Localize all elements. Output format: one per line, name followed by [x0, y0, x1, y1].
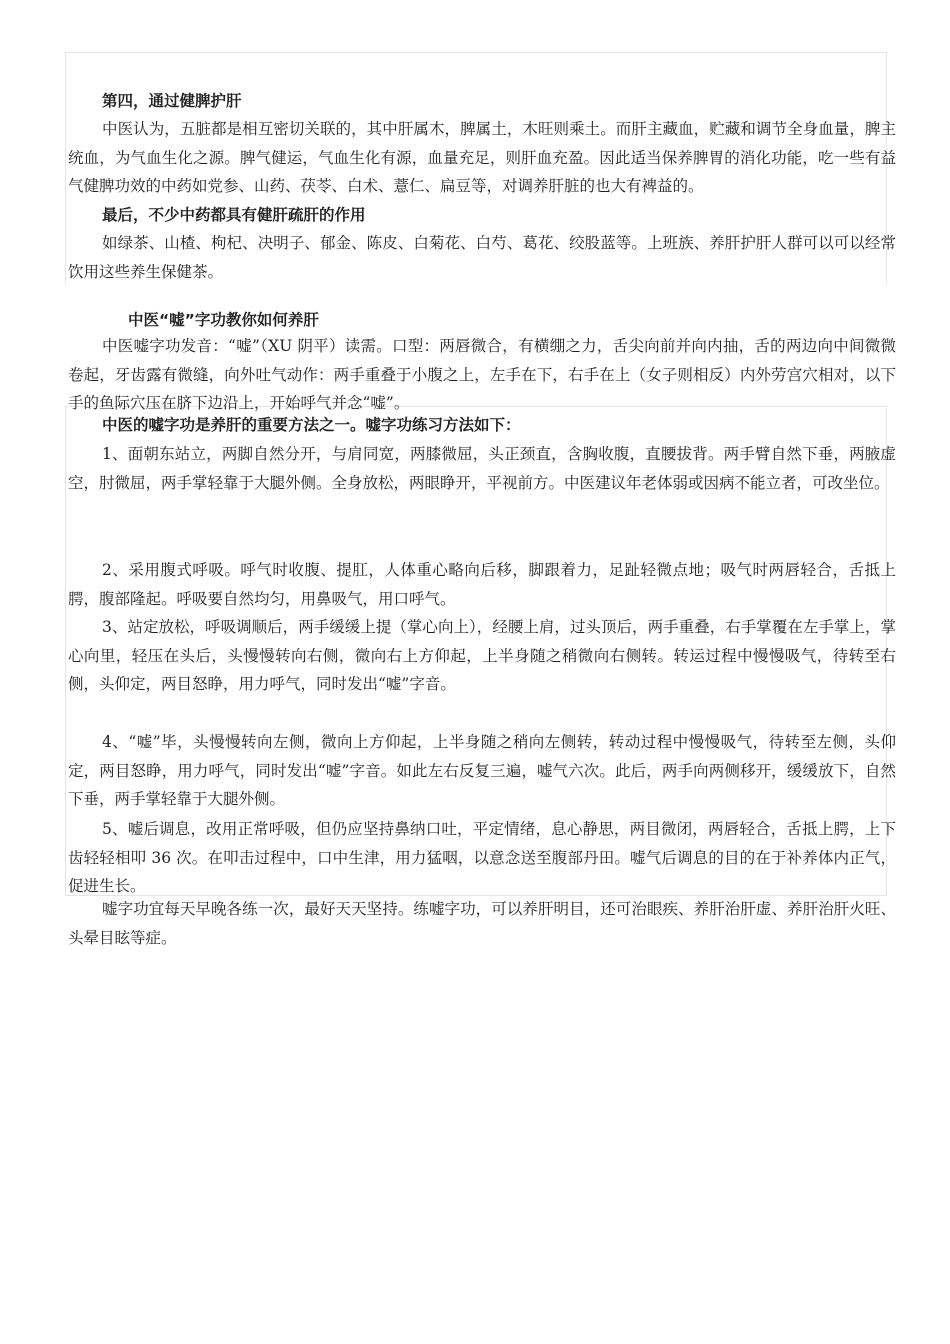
paragraph-xu-pronunciation: 中医嘘字功发音：“嘘”（XU 阴平）读需。口型：两唇微合，有横绷之力，舌尖向前并向内抽，舌的两边向中间微微卷起，牙齿露有微缝，向外吐气动作：两手重叠于小腹之上，左手在下，右手在上（女子则相反）内外劳宫穴相对，以下手的鱼际穴压在脐下边沿上，开始呼气并念“嘘”。 [68, 337, 896, 412]
practice-step: 3、站定放松，呼吸调顺后，两手缓缓上提（掌心向上），经腰上肩，过头顶后，两手重叠，右手掌覆在左手掌上，掌心向里，轻压在头后，头慢慢转向右侧，微向右上方仰起，上半身随之稍微向右侧转。转运过程中慢慢吸气，待转至右侧，头仰定，两目怒睁，用力呼气，同时发出“嘘”字音。 [68, 618, 896, 693]
practice-step: 4、“嘘”毕，头慢慢转向左侧，微向上方仰起，上半身随之稍向左侧转，转动过程中慢慢吸气，待转至左侧，头仰定，两目怒睁，用力呼气，同时发出“嘘”字音。如此左右反复三遍，嘘气六次。此后，两手向两侧移开，缓缓放下，自然下垂，两手掌轻靠于大腿外侧。 [68, 733, 896, 808]
practice-step: 5、嘘后调息，改用正常呼吸，但仍应坚持鼻纳口吐，平定情绪，息心静思，两目微闭，两唇轻合，舌抵上腭，上下齿轻轻相叩 36 次。在叩击过程中，口中生津，用力猛咽，以意念送至腹部丹田。嘘气后调息的目的在于补养体内正气，促进生长。 [68, 820, 896, 895]
practice-step: 2、采用腹式呼吸。呼气时收腹、提肛，人体重心略向后移，脚跟着力，足趾轻微点地；吸气时两唇轻合，舌抵上腭，腹部隆起。呼吸要自然均匀，用鼻吸气，用口呼气。 [68, 561, 896, 608]
section-heading-xu-method: 中医“嘘”字功教你如何养肝 [128, 311, 319, 329]
paragraph-herbs: 如绿茶、山楂、枸杞、决明子、郁金、陈皮、白菊花、白芍、葛花、绞股蓝等。上班族、养肝护肝人群可以可以经常饮用这些养生保健茶。 [68, 234, 896, 281]
paragraph-spleen: 中医认为，五脏都是相互密切关联的，其中肝属木，脾属土，木旺则乘土。而肝主藏血，贮藏和调节全身血量，脾主统血，为气血生化之源。脾气健运，气血生化有源，血量充足，则肝血充盈。因此适当保养脾胃的消化功能，吃一些有益气健脾功效的中药如党参、山药、茯苓、白术、薏仁、扁豆等，对调养肝脏的也大有裨益的。 [68, 120, 896, 195]
practice-step: 1、面朝东站立，两脚自然分开，与肩同宽，两膝微屈，头正颈直，含胸收腹，直腰拔背。两手臂自然下垂，两腋虚空，肘微屈，两手掌轻靠于大腿外侧。全身放松，两眼睁开，平视前方。中医建议年老体弱或因病不能立者，可改坐位。 [68, 445, 896, 492]
section-heading-herbs: 最后，不少中药都具有健肝疏肝的作用 [102, 206, 366, 224]
section-heading-xu-practice: 中医的嘘字功是养肝的重要方法之一。嘘字功练习方法如下： [102, 416, 521, 434]
section-heading-spleen: 第四，通过健脾护肝 [102, 92, 242, 110]
paragraph-closing: 嘘字功宜每天早晚各练一次，最好天天坚持。练嘘字功，可以养肝明目，还可治眼疾、养肝治肝虚、养肝治肝火旺、头晕目眩等症。 [68, 900, 896, 947]
